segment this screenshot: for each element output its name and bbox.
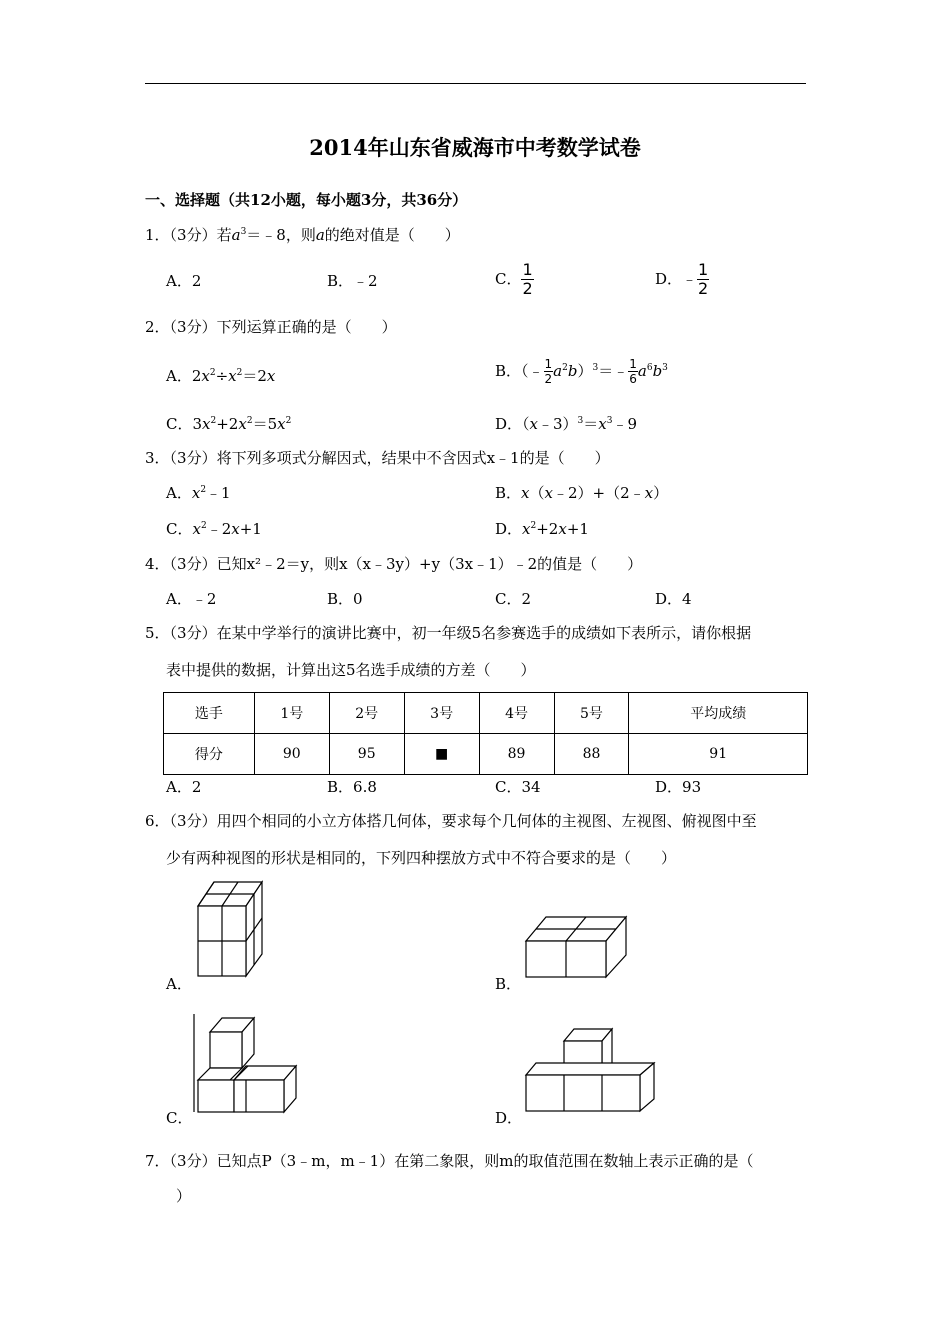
q5-option-c: C．34 (495, 778, 541, 796)
q5-option-d: D．93 (655, 778, 702, 796)
table-cell: 得分 (164, 734, 255, 775)
cube-figure-b (520, 913, 632, 981)
q3-option-d: D．$x^2+2x+1$ (495, 520, 589, 538)
q1-option-c: C． $\frac{1}{2}$ (495, 260, 533, 298)
q4-option-b: B．0 (327, 590, 363, 608)
table-cell: 1号 (254, 693, 329, 734)
q4-option-c: C．2 (495, 590, 532, 608)
q5-option-a: A．2 (166, 778, 202, 796)
question-7: 7．（3分）已知点P（3﹣m，m﹣1）在第二象限，则m的取值范围在数轴上表示正确的是（ (145, 1152, 754, 1170)
question-2: 2．（3分）下列运算正确的是（ ） (145, 318, 397, 336)
table-cell: 95 (329, 734, 404, 775)
question-6-line2: 少有两种视图的形状是相同的，下列四种摆放方式中不符合要求的是（ ） (166, 849, 677, 867)
q3-option-c: C．$x^2﹣2x+1$ (166, 520, 262, 538)
q3-option-b: B．x（x﹣2）+（2﹣x） (495, 484, 669, 502)
table-cell: ■ (404, 734, 479, 775)
table-cell: 选手 (164, 693, 255, 734)
q6-option-b: B． (495, 975, 522, 993)
q1-option-a: A．2 (166, 272, 202, 290)
table-cell: 88 (554, 734, 629, 775)
table-cell: 4号 (479, 693, 554, 734)
q1-option-b: B．﹣2 (327, 272, 378, 290)
cube-figure-a (190, 878, 270, 980)
q2-option-c: C．$3x^2+2x^2=5x^2$ (166, 415, 292, 433)
q2-option-b: B．（﹣ $\frac{1}{2}$ $a^2b)^3=﹣$ $\frac{1}{6}$ $a^6b^3$ (495, 357, 668, 386)
q6-option-c: C． (166, 1109, 193, 1127)
table-cell: 91 (629, 734, 808, 775)
table-cell: 89 (479, 734, 554, 775)
header-rule (145, 83, 806, 84)
q2-option-a: A．$2x^2\div x^2=2x$ (166, 367, 276, 385)
table-cell: 5号 (554, 693, 629, 734)
table-cell: 平均成绩 (629, 693, 808, 734)
q3-option-a: A．$x^2﹣1$ (166, 484, 231, 502)
table-cell: 90 (254, 734, 329, 775)
table-cell: 3号 (404, 693, 479, 734)
question-1: 1．（3分）若$a^3=﹣8$，则a的绝对值是（ ） (145, 226, 460, 244)
table-cell: 2号 (329, 693, 404, 734)
section-heading: 一、选择题（共12小题，每小题3分，共36分） (145, 191, 468, 209)
question-3: 3．（3分）将下列多项式分解因式，结果中不含因式x﹣1的是（ ） (145, 449, 610, 467)
score-table (163, 692, 808, 775)
q6-option-a: A． (166, 975, 192, 993)
q6-option-d: D． (495, 1109, 523, 1127)
table-header-row (164, 693, 808, 734)
question-5: 5．（3分）在某中学举行的演讲比赛中，初一年级5名参赛选手的成绩如下表所示，请你根据 (145, 624, 752, 642)
q1-option-d: D．﹣ $\frac{1}{2}$ (655, 260, 709, 298)
q4-option-a: A．﹣2 (166, 590, 217, 608)
q2-option-d: D．$(x﹣3)^3=x^3﹣9$ (495, 415, 638, 433)
question-6: 6．（3分）用四个相同的小立方体搭几何体，要求每个几何体的主视图、左视图、俯视图中至 (145, 812, 757, 830)
q4-option-d: D．4 (655, 590, 692, 608)
q5-option-b: B．6.8 (327, 778, 377, 796)
table-row (164, 734, 808, 775)
question-4: 4．（3分）已知x²﹣2＝y，则x（x﹣3y）+y（3x﹣1）﹣2的值是（ ） (145, 555, 643, 573)
cube-figure-d (522, 1025, 657, 1113)
question-7-line2: ） (176, 1187, 192, 1205)
cube-figure-c (192, 1012, 302, 1114)
page-title: 2014年山东省威海市中考数学试卷 (309, 135, 641, 160)
question-5-line2: 表中提供的数据，计算出这5名选手成绩的方差（ ） (166, 661, 536, 679)
